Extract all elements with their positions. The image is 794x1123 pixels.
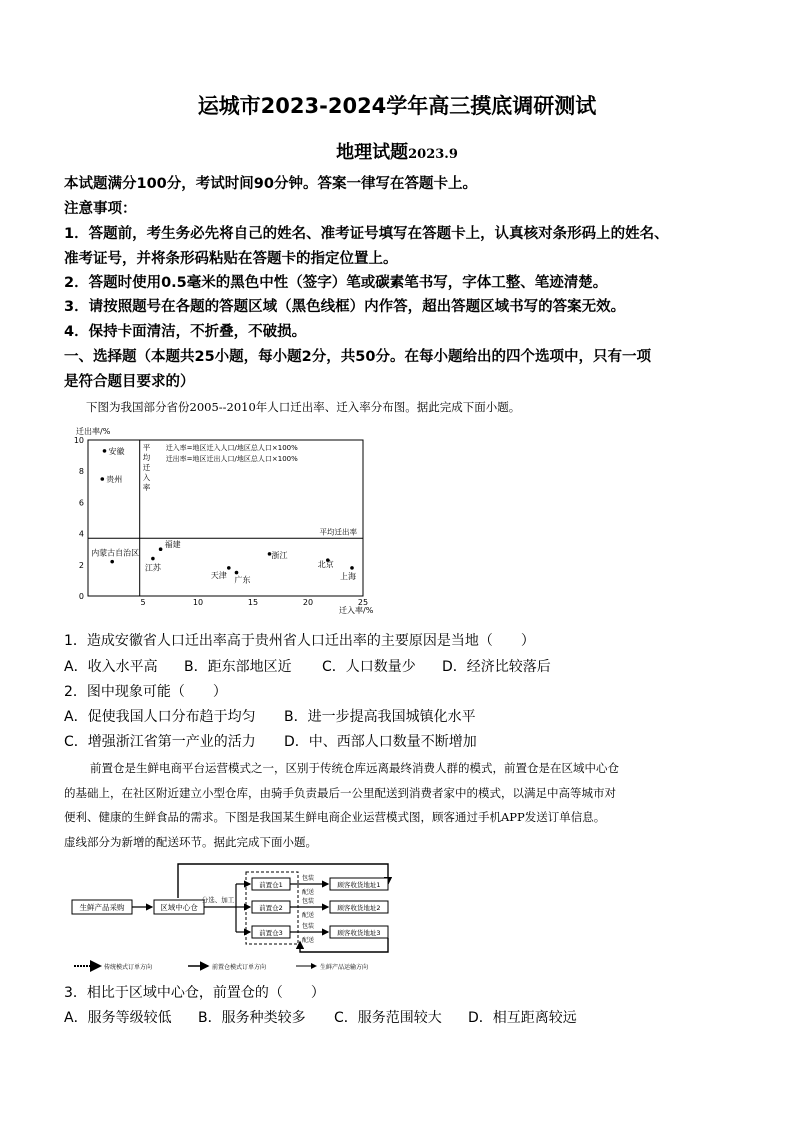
exam-title: 运城市2023-2024学年高三摸底调研测试	[197, 94, 597, 118]
exam-date: 2023.9	[408, 147, 458, 162]
deliver-label-1: 配送	[301, 889, 315, 896]
data-point	[110, 560, 114, 564]
data-point-label: 贵州	[106, 475, 123, 484]
notice-item-2: 2．答题时使用0.5毫米的黑色中性（签字）笔或碳素笔书写，字体工整、笔迹清楚。	[64, 275, 608, 291]
y-axis-label: 迁出率/%	[76, 427, 111, 436]
subject-title: 地理试题	[336, 142, 409, 163]
data-point	[227, 566, 231, 570]
q3-option-d[interactable]: D．相互距离较远	[468, 1010, 577, 1026]
q3-option-c[interactable]: C．服务范围较大	[334, 1010, 442, 1026]
q1-option-b[interactable]: B．距东部地区近	[184, 659, 292, 675]
center-warehouse-label: 区域中心仓	[160, 903, 198, 912]
data-point	[350, 566, 354, 570]
customer-2-label: 顾客收货地址2	[337, 904, 381, 912]
source-label: 生鲜产品采购	[79, 903, 125, 912]
group2-line-1: 前置仓是生鲜电商平台运营模式之一，区别于传统仓库远离最终消费人群的模式，前置仓是在区域中心仓	[90, 761, 619, 775]
data-point	[151, 557, 155, 561]
q1-option-d[interactable]: D．经济比较落后	[442, 659, 551, 675]
group1-intro: 下图为我国部分省份2005--2010年人口迁出率、迁入率分布图。据此完成下面小题。	[86, 400, 521, 414]
notice-item-4: 4．保持卡面清洁，不折叠，不破损。	[64, 324, 307, 340]
notice-item-1a: 1．答题前，考生务必先将自己的姓名、准考证号填写在答题卡上，认真核对条形码上的姓名、	[64, 226, 669, 242]
notice-item-3: 3．请按照题号在各题的答题区域（黑色线框）内作答，超出答题区域书写的答案无效。	[64, 299, 626, 315]
data-point	[235, 571, 239, 575]
data-point	[159, 547, 163, 551]
formula-in: 迁入率=地区迁入人口/地区总人口×100%	[165, 444, 298, 452]
q2-option-b[interactable]: B．进一步提高我国城镇化水平	[284, 709, 476, 725]
data-point-label: 广东	[234, 575, 251, 585]
q2-option-d[interactable]: D．中、西部人口数量不断增加	[284, 734, 477, 750]
process-label: 分选、加工	[201, 896, 235, 904]
pack-label-1: 包装	[301, 875, 315, 882]
front-warehouse-3-label: 前置仓3	[259, 929, 283, 937]
q3-option-b[interactable]: B．服务种类较多	[198, 1010, 306, 1026]
section-heading-a: 一、选择题（本题共25小题，每小题2分，共50分。在每小题给出的四个选项中，只有一项	[64, 349, 651, 365]
migration-scatter-chart	[60, 422, 380, 622]
q1-option-a[interactable]: A．收入水平高	[64, 659, 158, 675]
group2-line-3: 便利、健康的生鲜食品的需求。下图是我国某生鲜电商企业运营模式图，顾客通过手机APP发送订单信息。	[64, 810, 606, 824]
data-point-label: 上海	[340, 571, 356, 581]
q2-stem: 2．图中现象可能（ ）	[64, 684, 227, 700]
notice-line: 本试题满分100分，考试时间90分钟。答案一律写在答题卡上。	[64, 176, 477, 192]
legend-front-warehouse: 前置仓模式订单方向	[212, 964, 267, 971]
x-axis-label: 迁入率/%	[339, 606, 374, 615]
y-tick-label: 6	[78, 498, 84, 508]
data-point	[101, 477, 105, 481]
y-tick-label: 8	[78, 467, 84, 477]
legend-traditional: 传统模式订单方向	[104, 964, 153, 971]
avg-out-label: 平均迁出率	[319, 527, 357, 537]
x-tick-label: 20	[302, 598, 314, 607]
notice-heading: 注意事项：	[64, 201, 137, 217]
group2-line-4: 虚线部分为新增的配送环节。据此完成下面小题。	[64, 835, 317, 849]
pack-label-3: 包装	[301, 923, 315, 930]
x-tick-label: 5	[140, 598, 146, 607]
formula-out: 迁出率=地区迁出人口/地区总人口×100%	[165, 455, 298, 463]
section-heading-b: 是符合题目要求的）	[64, 374, 195, 390]
x-tick-label: 15	[247, 598, 259, 607]
y-tick-label: 4	[78, 529, 84, 539]
q3-option-a[interactable]: A．服务等级较低	[64, 1010, 172, 1026]
front-warehouse-2-label: 前置仓2	[259, 904, 283, 912]
data-point-label: 浙江	[271, 550, 288, 560]
notice-item-1b: 准考证号，并将条形码粘贴在答题卡的指定位置上。	[64, 251, 398, 267]
customer-3-label: 顾客收货地址3	[337, 929, 381, 937]
avg-in-label: 平均迁入率	[142, 443, 151, 492]
legend-transport: 生鲜产品运输方向	[320, 964, 369, 971]
data-point-label: 北京	[317, 560, 334, 570]
data-point	[103, 449, 107, 453]
x-tick-label: 25	[357, 598, 369, 607]
group2-line-2: 的基础上，在社区附近建立小型仓库，由骑手负责最后一公里配送到消费者家中的模式，以满足中高等城市对	[64, 786, 616, 800]
y-tick-label: 2	[78, 560, 84, 570]
y-tick-label: 10	[73, 436, 84, 445]
pack-label-2: 包装	[301, 898, 315, 905]
x-tick-label: 10	[192, 598, 204, 607]
data-point-label: 江苏	[144, 563, 161, 573]
data-point-label: 安徽	[108, 446, 125, 456]
deliver-label-3: 配送	[301, 937, 315, 944]
q2-option-a[interactable]: A．促使我国人口分布趋于均匀	[64, 709, 256, 725]
q1-option-c[interactable]: C．人口数量少	[322, 659, 416, 675]
data-point-label: 内蒙古自治区	[91, 548, 140, 558]
front-warehouse-1-label: 前置仓1	[259, 881, 283, 889]
data-point-label: 天津	[210, 570, 227, 580]
supply-chain-diagram	[70, 856, 400, 976]
customer-1-label: 顾客收货地址1	[337, 881, 381, 889]
q2-option-c[interactable]: C．增强浙江省第一产业的活力	[64, 734, 256, 750]
y-tick-label: 0	[78, 592, 84, 601]
q1-stem: 1．造成安徽省人口迁出率高于贵州省人口迁出率的主要原因是当地（ ）	[64, 633, 535, 649]
q3-stem: 3．相比于区域中心仓，前置仓的（ ）	[64, 985, 325, 1001]
exam-subtitle	[0, 138, 794, 164]
deliver-label-2: 配送	[301, 912, 315, 919]
data-point-label: 福建	[164, 540, 181, 550]
